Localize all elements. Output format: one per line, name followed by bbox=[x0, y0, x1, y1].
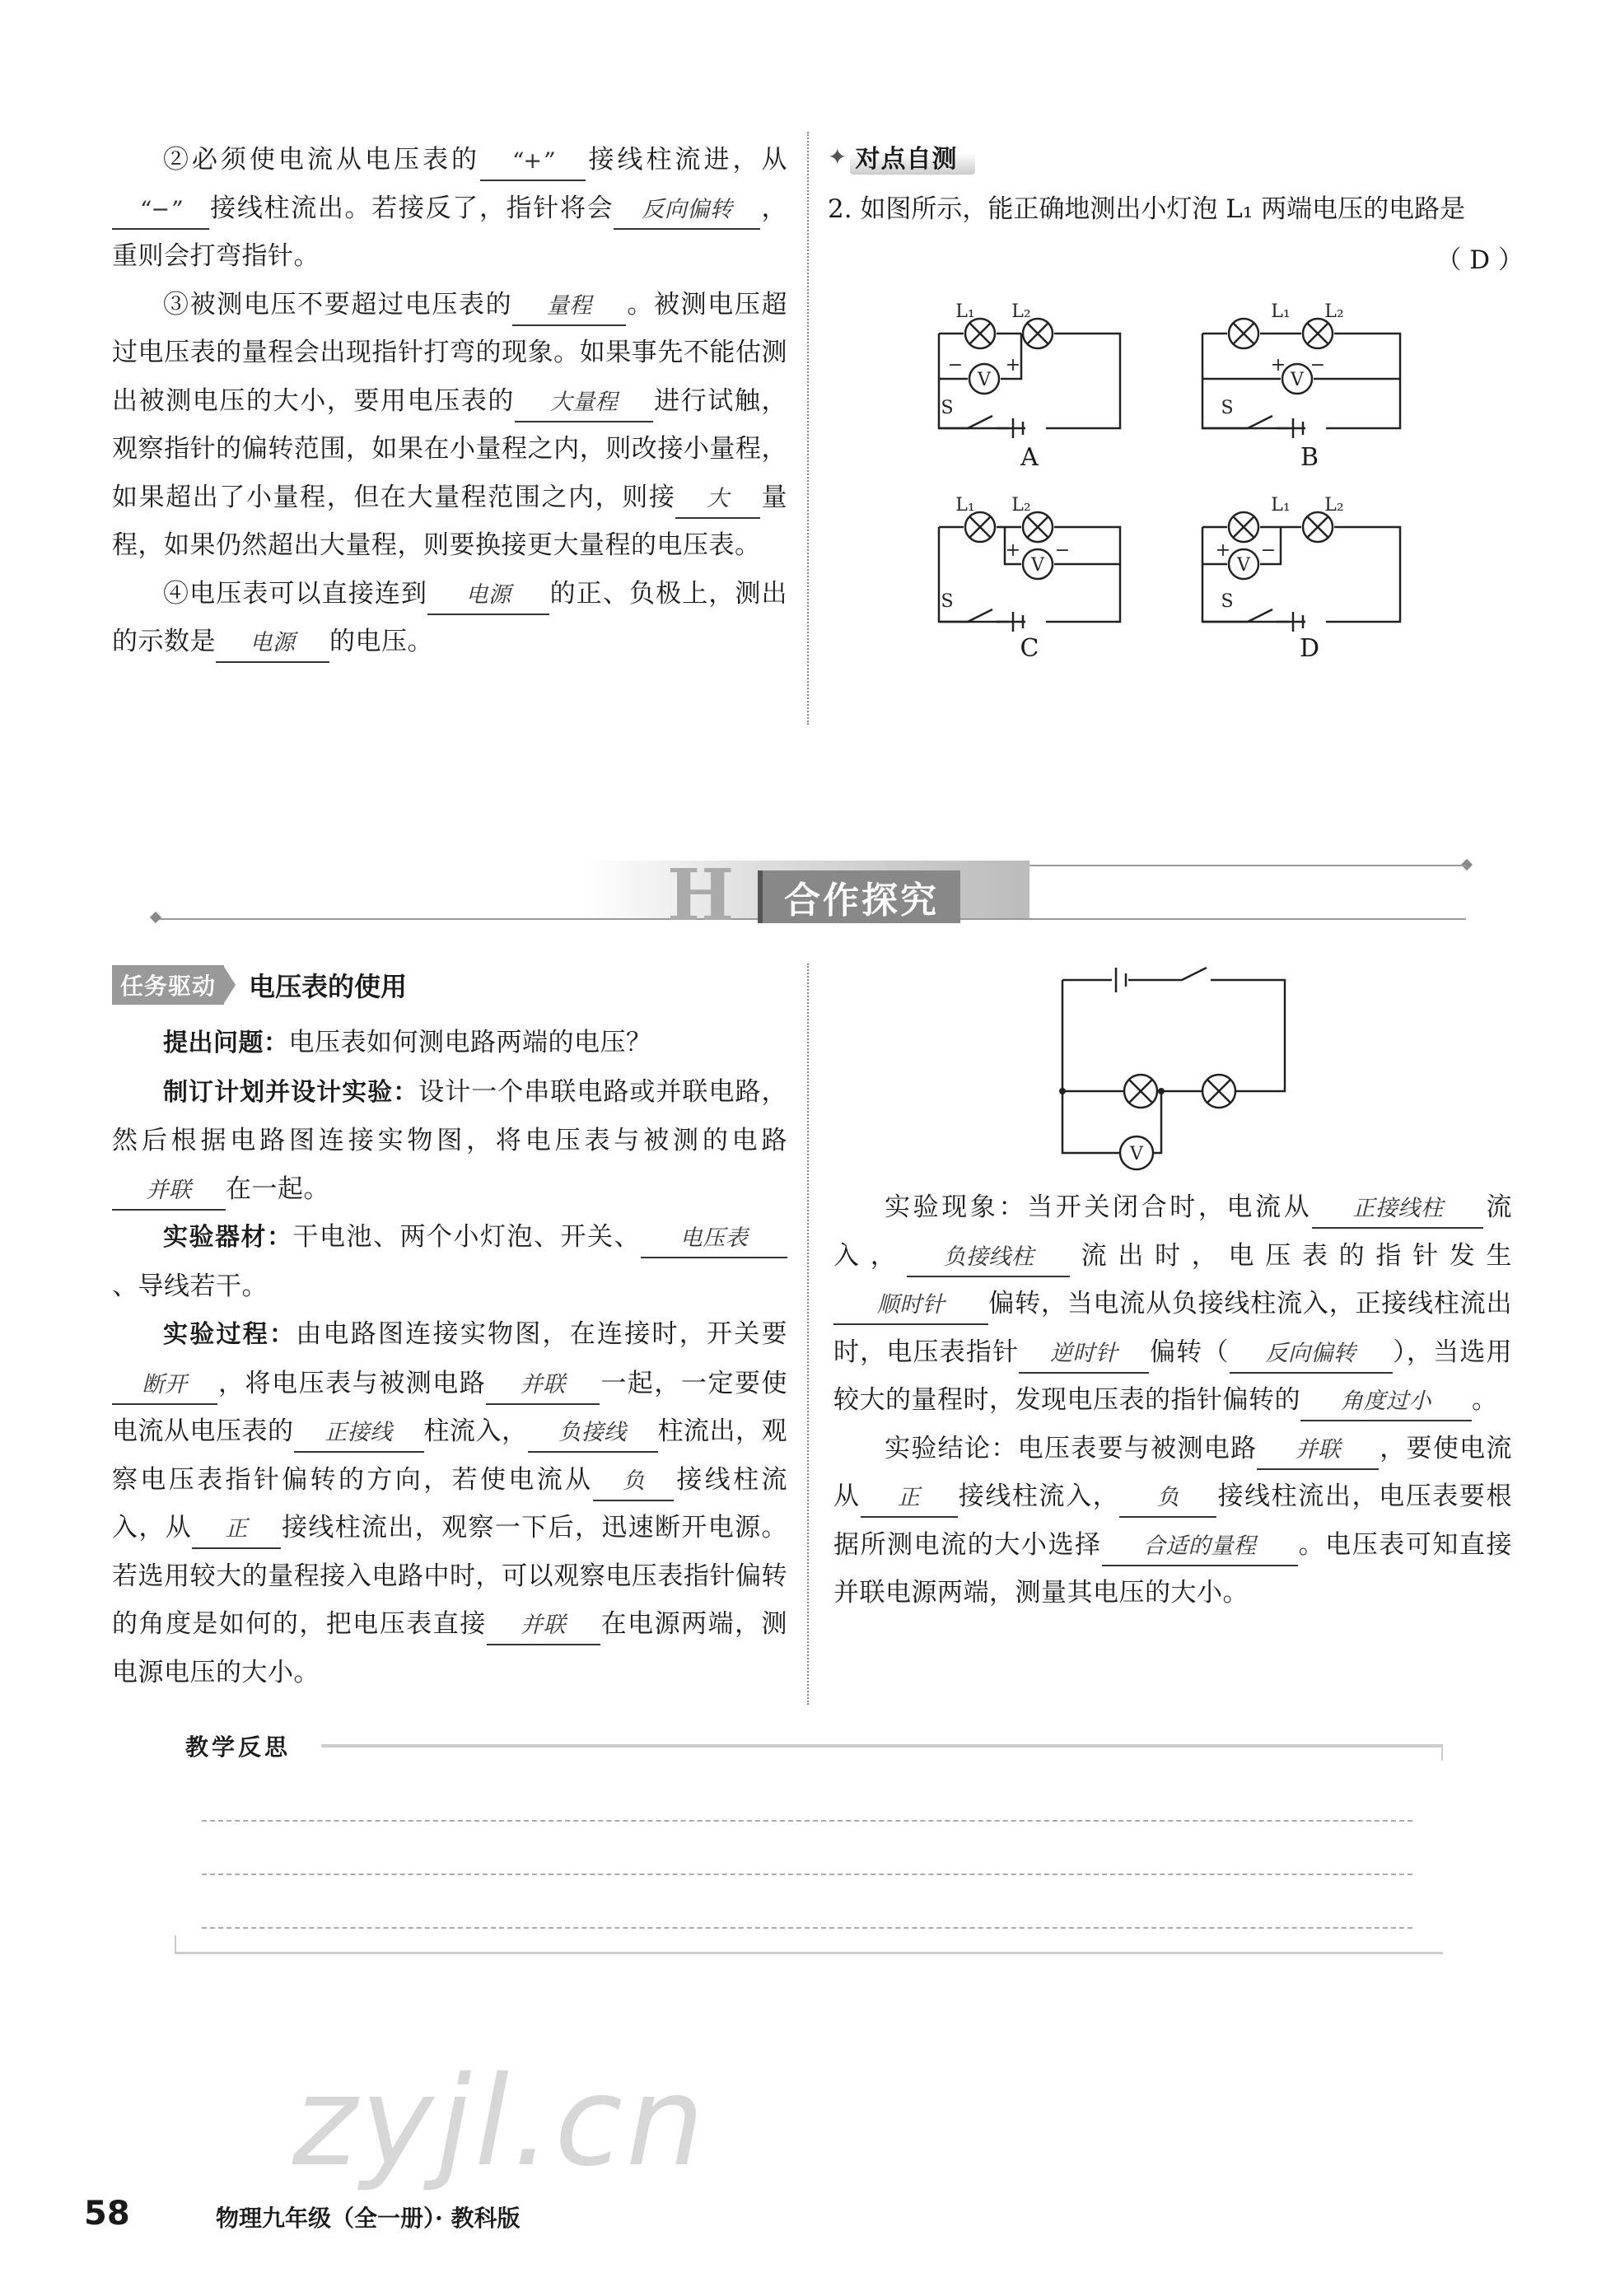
answer-blank[interactable]: 正 bbox=[861, 1480, 958, 1518]
section-letter: H bbox=[667, 854, 735, 937]
circuit-options bbox=[922, 288, 1417, 675]
svg-text:V: V bbox=[1130, 1144, 1143, 1164]
svg-text:V: V bbox=[1031, 555, 1044, 576]
answer-blank[interactable]: 并联 bbox=[487, 1608, 600, 1645]
task-materials: 实验器材：干电池、两个小灯泡、开关、 电压表、导线若干。 bbox=[112, 1213, 787, 1310]
circuit-label-a: A bbox=[1020, 443, 1039, 472]
answer-blank[interactable]: 并联 bbox=[1257, 1432, 1379, 1470]
self-test-badge: ✦ 对点自测 bbox=[828, 138, 975, 175]
svg-text:V: V bbox=[1291, 370, 1304, 390]
svg-text:L₂: L₂ bbox=[1011, 301, 1031, 322]
svg-text:−: − bbox=[1310, 355, 1326, 376]
column-divider-top bbox=[807, 132, 809, 725]
task-header bbox=[112, 965, 407, 1005]
reflection-line[interactable] bbox=[202, 1874, 1412, 1875]
para-range: ③被测电压不要超过电压表的 量程 。被测电压超过电压表的量程会出现指针打弯的现象。如果事先不能估测出被测电压的大小，要用电压表的 大量程 进行试触，观察指针的偏转范围，如果在小量程之内，则改接小量程，如果超出了小量程，但在大量程范围之内，则接 大 量程，如果仍然超出大量程，则要换接更大量程的电压表。 bbox=[112, 289, 788, 560]
section-rule-right bbox=[988, 865, 1466, 866]
svg-text:S: S bbox=[941, 591, 954, 612]
book-title: 物理九年级（全一册）· 教科版 bbox=[216, 2205, 521, 2232]
answer-blank[interactable]: 合适的量程 bbox=[1102, 1528, 1298, 1566]
answer-blank[interactable]: 正接线柱 bbox=[1312, 1191, 1483, 1229]
answer-blank[interactable]: 大量程 bbox=[515, 385, 653, 422]
answer-blank[interactable]: 断开 bbox=[112, 1367, 217, 1405]
svg-text:−: − bbox=[1260, 540, 1277, 561]
right-column-text bbox=[833, 1183, 1512, 1617]
watermark: zyjl.cn bbox=[292, 2051, 708, 2194]
top-left-text bbox=[112, 136, 787, 666]
column-divider-bottom bbox=[807, 964, 809, 1705]
answer-blank[interactable]: 负 bbox=[593, 1463, 674, 1501]
reflection-top-rule bbox=[321, 1744, 1441, 1748]
svg-text:−: − bbox=[1054, 540, 1071, 561]
circuit-C bbox=[939, 512, 1120, 632]
answer-blank[interactable]: 并联 bbox=[112, 1173, 226, 1211]
self-test-answer: （ D ） bbox=[1436, 245, 1524, 275]
para-current-direction: ②必须使电流从电压表的 “+” 接线柱流进，从“−” 接线柱流出。若接反了，指针将会 反向偏转 ，重则会打弯指针。 bbox=[112, 145, 788, 271]
svg-text:V: V bbox=[1237, 555, 1250, 576]
section-title: 合作探究 bbox=[758, 870, 960, 923]
circuit-label-d: D bbox=[1299, 634, 1320, 663]
answer-blank[interactable]: 并联 bbox=[486, 1367, 600, 1405]
arrow-icon bbox=[224, 967, 236, 1003]
diamond-icon bbox=[150, 912, 161, 923]
task-plan: 制订计划并设计实验：设计一个串联电路或并联电路，然后根据电路图连接实物图，将电压表与被测的电路并联 在一起。 bbox=[112, 1068, 787, 1214]
answer-blank[interactable]: 电压表 bbox=[641, 1220, 787, 1258]
svg-text:V: V bbox=[978, 370, 991, 390]
svg-text:S: S bbox=[1221, 591, 1234, 612]
circuit-A bbox=[939, 319, 1120, 438]
task-question: 提出问题：电压表如何测电路两端的电压？ bbox=[163, 1028, 652, 1057]
answer-blank[interactable]: 负 bbox=[1119, 1480, 1216, 1518]
answer-blank[interactable]: “+” bbox=[480, 143, 586, 181]
svg-text:+: + bbox=[1005, 540, 1021, 561]
circuit-label-c: C bbox=[1020, 634, 1039, 663]
reflection-right-edge bbox=[1441, 1744, 1443, 1761]
svg-text:+: + bbox=[1270, 355, 1286, 376]
answer-blank[interactable]: 负接线柱 bbox=[907, 1239, 1070, 1277]
answer-blank[interactable]: 正接线 bbox=[294, 1415, 424, 1453]
answer-blank[interactable]: 顺时针 bbox=[833, 1287, 988, 1325]
answer-blank[interactable]: 电源 bbox=[216, 625, 329, 663]
svg-text:L₁: L₁ bbox=[955, 495, 975, 516]
answer-blank[interactable]: 正 bbox=[192, 1511, 281, 1549]
svg-text:L₁: L₁ bbox=[955, 301, 975, 322]
reflection-line[interactable] bbox=[202, 1927, 1412, 1929]
svg-text:L₂: L₂ bbox=[1011, 495, 1031, 516]
task-badge: 任务驱动 bbox=[112, 965, 224, 1005]
answer-blank[interactable]: 量程 bbox=[512, 288, 626, 326]
circuit-label-b: B bbox=[1300, 443, 1319, 472]
answer-blank[interactable]: 电源 bbox=[427, 577, 549, 615]
circuit-D bbox=[1202, 512, 1400, 632]
self-test-question: 2. 如图所示，能正确地测出小灯泡 L₁ 两端电压的电路是 bbox=[828, 194, 1466, 224]
task-procedure: 实验过程：由电路图连接实物图，在连接时，开关要断开 ，将电压表与被测电路 并联 一起，一定要使电流从电压表的 正接线 柱流入， 负接线 柱流出，观察电压表指针偏转的方向，若使电流从 负 接线柱流入，从 正 接线柱流出，观察一下后，迅速断开电源。若选用较大的量程接入电路中时，可以观察电压表指针偏转的角度是如何的，把电压表直接 并联 在电源两端，测电源电压的大小。 bbox=[112, 1319, 788, 1687]
experiment-phenomenon: 实验现象：当开关闭合时，电流从 正接线柱 流入， 负接线柱 流出时，电压表的指针发生顺时针 偏转，当电流从负接线柱流入，正接线柱流出时，电压表指针 逆时针 偏转（ 反向偏转 ），当选用较大的量程时，发现电压表的指针偏转的 角度过小 。 bbox=[833, 1183, 1512, 1425]
svg-text:S: S bbox=[1221, 398, 1234, 418]
page-number: 58 bbox=[84, 2195, 130, 2233]
svg-text:−: − bbox=[947, 355, 964, 376]
answer-blank[interactable]: 反向偏转 bbox=[1230, 1336, 1393, 1374]
reflection-bottom-rule bbox=[175, 1952, 1443, 1954]
experiment-conclusion: 实验结论：电压表要与被测电路 并联 ，要使电流从 正 接线柱流入， 负 接线柱流出，电压表要根据所测电流的大小选择 合适的量程 。电压表可知直接并联电源两端，测量其电压的大小。 bbox=[833, 1433, 1513, 1608]
svg-text:+: + bbox=[1005, 355, 1021, 376]
answer-blank[interactable]: “−” bbox=[112, 192, 209, 230]
star-icon: ✦ bbox=[828, 142, 847, 170]
answer-blank[interactable]: 大 bbox=[675, 481, 760, 519]
reflection-left-edge bbox=[175, 1935, 176, 1952]
answer-blank[interactable]: 反向偏转 bbox=[614, 192, 760, 230]
answer-blank[interactable]: 逆时针 bbox=[1019, 1336, 1149, 1374]
svg-text:L₂: L₂ bbox=[1324, 495, 1344, 516]
reflection-title: 教学反思 bbox=[185, 1734, 292, 1761]
svg-text:+: + bbox=[1215, 540, 1231, 561]
para-source: ④电压表可以直接连到 电源 的正、负极上，测出的示数是 电源 的电压。 bbox=[112, 570, 787, 666]
answer-blank[interactable]: 负接线 bbox=[528, 1415, 658, 1453]
experiment-circuit bbox=[1046, 955, 1293, 1178]
svg-text:L₂: L₂ bbox=[1324, 301, 1344, 322]
reflection-line[interactable] bbox=[202, 1820, 1412, 1822]
svg-text:L₁: L₁ bbox=[1271, 301, 1291, 322]
task-text bbox=[112, 1019, 787, 1696]
answer-blank[interactable]: 角度过小 bbox=[1300, 1384, 1472, 1421]
svg-text:S: S bbox=[941, 398, 954, 418]
task-title: 电压表的使用 bbox=[249, 971, 408, 1002]
svg-text:L₁: L₁ bbox=[1271, 495, 1291, 516]
section-banner bbox=[585, 854, 1029, 937]
